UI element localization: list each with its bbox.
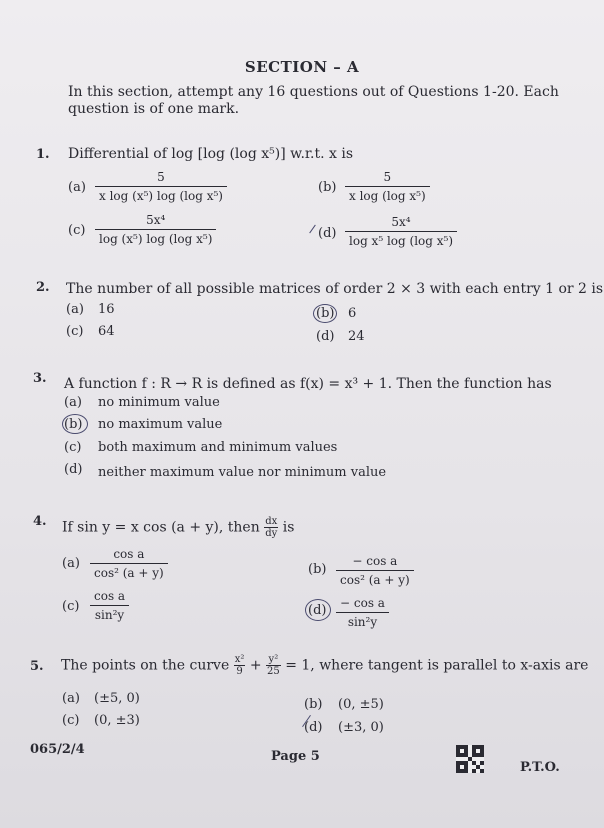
option-c-fraction <box>90 589 129 622</box>
option-text: (±3, 0) <box>338 720 384 735</box>
curve-x-denominator: 9 <box>236 666 243 677</box>
fraction-denominator: log (x⁵) log (log x⁵) <box>99 232 213 246</box>
option-label: (d) <box>316 329 335 344</box>
question-number: 5. <box>30 659 44 674</box>
curve-x-numerator: x² <box>234 654 245 665</box>
option-text: both maximum and minimum values <box>98 440 338 455</box>
option-a-fraction <box>95 170 227 203</box>
option-label: (c) <box>62 599 80 614</box>
question-text: Differential of log [log (log x⁵)] w.r.t. x is <box>68 146 354 162</box>
option-label: (b) <box>304 697 323 712</box>
option-label: (a) <box>62 691 80 706</box>
question-text <box>61 654 588 677</box>
option-label: (b) <box>308 562 327 577</box>
option-d-fraction <box>336 596 389 629</box>
option-label: (d) <box>318 226 337 241</box>
fraction-numerator: cos a <box>90 547 168 564</box>
option-label: (c) <box>66 324 84 339</box>
paper-code: 065/2/4 <box>30 742 85 757</box>
question-number: 3. <box>33 371 47 386</box>
fraction-numerator: 5 <box>95 170 227 187</box>
fraction-numerator: 5x⁴ <box>95 213 216 230</box>
option-b-fraction <box>336 554 414 587</box>
option-c-fraction <box>95 213 216 246</box>
fraction-denominator: cos² (a + y) <box>94 566 164 580</box>
page-number: Page 5 <box>271 749 320 764</box>
option-label: (c) <box>68 223 86 238</box>
fraction-numerator: 5 <box>345 170 430 187</box>
option-text: no minimum value <box>98 395 220 410</box>
option-label: (d) <box>64 462 83 477</box>
please-turn-over: P.T.O. <box>520 760 560 775</box>
section-title: SECTION – A <box>244 58 360 76</box>
option-text: 6 <box>348 306 357 321</box>
option-text: (0, ±3) <box>94 713 140 728</box>
option-d-fraction <box>345 215 457 248</box>
option-text: no maximum value <box>98 417 223 432</box>
question-number: 4. <box>33 514 47 529</box>
option-label: (c) <box>62 713 80 728</box>
option-label: (b) <box>316 306 335 321</box>
question-text-after: = 1, where tangent is parallel to x-axis are <box>285 657 589 674</box>
section-intro: In this section, attempt any 16 questions out of Questions 1-20. Each question is of one mark. <box>68 84 559 117</box>
option-label: (b) <box>318 180 337 195</box>
question-text <box>62 516 294 539</box>
fraction-numerator: − cos a <box>336 596 389 613</box>
handwritten-circle-mark <box>313 304 337 323</box>
option-text: 16 <box>98 302 115 317</box>
option-label: (c) <box>64 440 82 455</box>
option-text: (±5, 0) <box>94 691 140 706</box>
curve-y-numerator: y² <box>266 654 281 666</box>
question-text: A function f : R → R is defined as f(x) = x³ + 1. Then the function has <box>64 376 552 392</box>
option-text: (0, ±5) <box>338 697 384 712</box>
option-b-fraction <box>345 170 430 203</box>
option-label: (d) <box>304 720 323 735</box>
option-label: (d) <box>308 603 327 618</box>
handwritten-circle-mark <box>62 414 88 434</box>
fraction-numerator: cos a <box>90 589 129 606</box>
question-number: 2. <box>36 280 50 295</box>
fraction-denominator: x log (log x⁵) <box>349 189 426 203</box>
question-text-before: If sin y = x cos (a + y), then <box>62 519 260 536</box>
plus-sign: + <box>249 657 262 674</box>
fraction-denominator: cos² (a + y) <box>340 573 410 587</box>
option-label: (a) <box>68 180 86 195</box>
fraction-numerator: − cos a <box>336 554 414 571</box>
handwritten-tick-mark <box>309 225 316 234</box>
option-label: (a) <box>64 395 82 410</box>
option-text: 64 <box>98 324 115 339</box>
option-text: 24 <box>348 329 365 344</box>
option-text: neither maximum value nor minimum value <box>98 465 387 480</box>
question-text-after: is <box>282 519 295 536</box>
fraction-denominator: x log (x⁵) log (log x⁵) <box>99 189 223 203</box>
handwritten-circle-mark <box>305 599 331 621</box>
fraction-denominator: sin²y <box>94 608 125 622</box>
option-a-fraction <box>90 547 168 580</box>
qr-code-icon <box>456 745 484 777</box>
fraction-denominator: sin²y <box>347 615 378 629</box>
question-text: The number of all possible matrices of order 2 × 3 with each entry 1 or 2 is <box>66 281 604 297</box>
fraction-denominator: log x⁵ log (log x⁵) <box>349 234 454 248</box>
question-number: 1. <box>36 147 50 162</box>
fraction-numerator: 5x⁴ <box>345 215 457 232</box>
derivative-denominator: dy <box>265 528 278 539</box>
question-text-before: The points on the curve <box>61 657 230 674</box>
option-label: (b) <box>64 417 83 432</box>
derivative-numerator: dx <box>265 516 278 527</box>
option-label: (a) <box>62 556 80 571</box>
curve-y-denominator: 25 <box>267 666 280 677</box>
option-label: (a) <box>66 302 84 317</box>
